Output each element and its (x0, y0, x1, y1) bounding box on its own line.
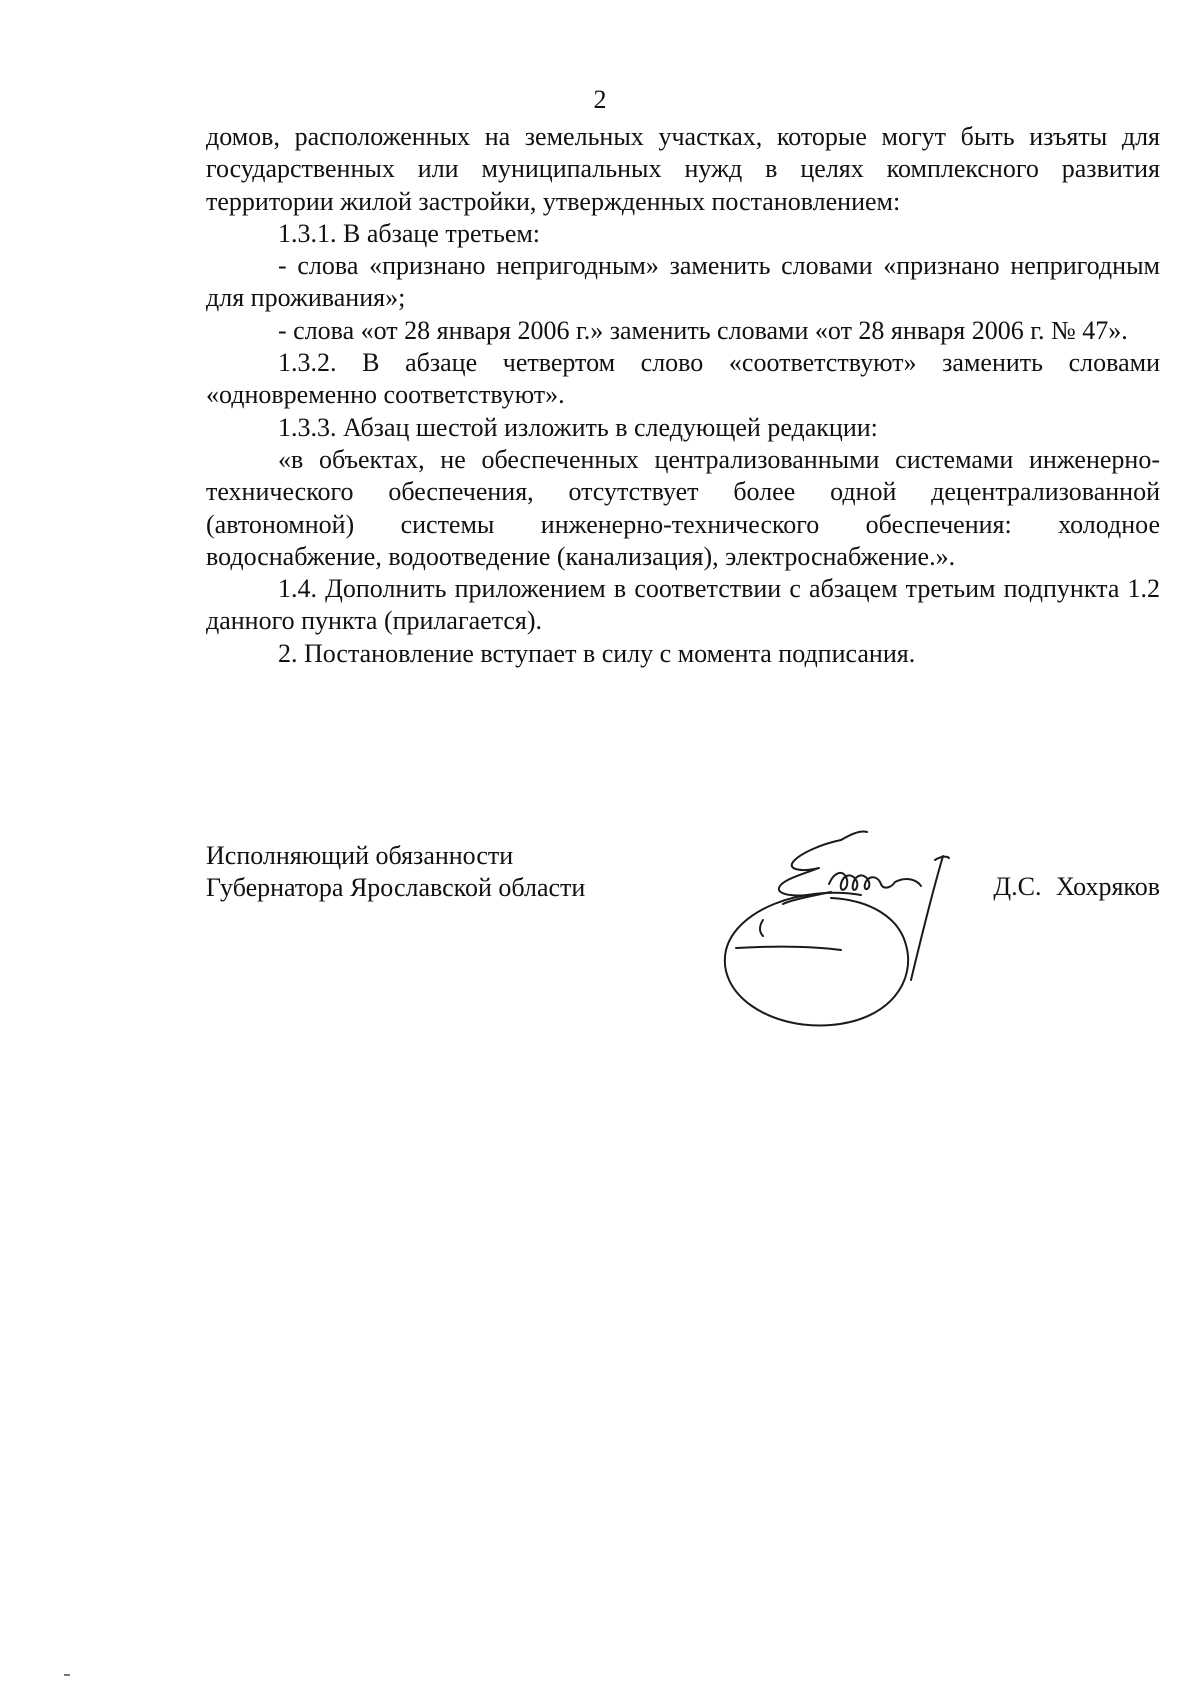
paragraph-1-3-1: 1.3.1. В абзаце третьем: (278, 218, 541, 248)
handwritten-signature (711, 800, 971, 1030)
paragraph-1-3-2: 1.3.2. В абзаце четвертом слово «соответствуют» заменить словами «одновременно соответствуют». (206, 348, 1160, 410)
signatory-title (206, 840, 585, 904)
document-body (206, 121, 1160, 670)
paragraph-continuation: домов, расположенных на земельных участках, которые могут быть изъяты для государственных или муниципальных нужд в целях комплексного развития территории жилой застройки, утвержденных постановлением: (206, 122, 1160, 216)
page-number: 2 (593, 85, 607, 114)
paragraph-2: 2. Постановление вступает в силу с момента подписания. (278, 638, 916, 668)
paragraph-1-3-3: 1.3.3. Абзац шестой изложить в следующей редакции: (278, 412, 878, 442)
paragraph-1-4: 1.4. Дополнить приложением в соответствии с абзацем третьим подпункта 1.2 данного пункта (прилагается). (206, 574, 1160, 636)
scan-artifact-mark (64, 1674, 70, 1676)
paragraph-replace-2: - слова «от 28 января 2006 г.» заменить словами «от 28 января 2006 г. № 47». (278, 315, 1128, 345)
page-number-container (0, 84, 1200, 116)
paragraph-new-wording: «в объектах, не обеспеченных централизованными системами инженерно-технического обеспечения, отсутствует более одной децентрализованной (автономной) системы инженерно-технического обеспечения: холодное водоснабжение, водоотведение (канализация), электроснабжение.». (206, 444, 1160, 571)
signatory-name: Д.С. Хохряков (993, 872, 1160, 901)
signature-block (206, 840, 1160, 1040)
paragraph-replace-1: - слова «признано непригодным» заменить словами «признано непригодным для проживания»; (206, 251, 1160, 313)
signatory-title-line-2: Губернатора Ярославской области (206, 873, 586, 902)
signatory-title-line-1: Исполняющий обязанности (206, 841, 514, 870)
